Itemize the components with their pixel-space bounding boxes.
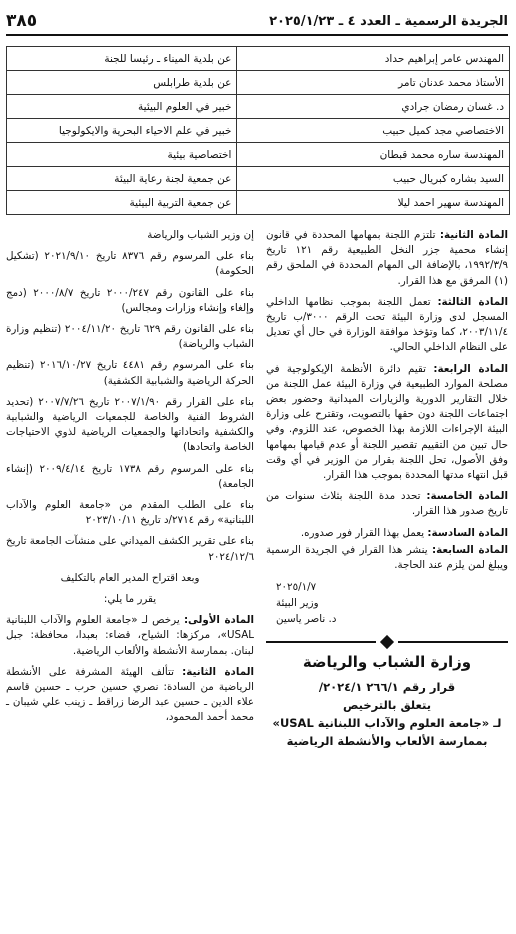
member-role: عن بلدية الميناء ـ رئيسا للجنة [7, 47, 237, 71]
article-title: المادة الثالثة: [437, 295, 508, 308]
member-role: عن جمعية التربية البيئية [7, 191, 237, 215]
signature-block [266, 579, 508, 627]
signer-name: د. ناصر ياسين [276, 613, 337, 626]
table-row [7, 167, 510, 191]
member-name: د. غسان رمضان جرادي [237, 95, 510, 119]
signer-title: وزير البيئة [276, 597, 319, 610]
decree-number: قرار رقم ٢٦٦/١ ٢٠٢٤/١/ [318, 680, 456, 695]
article-text: يعمل بهذا القرار فور صدوره. [300, 526, 425, 539]
article-text: تحدد مدة اللجنة بثلاث سنوات من تاريخ صدور هذا القرار. [266, 490, 508, 518]
article-text: ينشر هذا القرار في الجريدة الرسمية ويبلغ لمن يلزم عند الحاجة. [266, 543, 508, 572]
table-row [7, 71, 510, 95]
article-title: المادة الثانية: [439, 229, 508, 241]
legal-basis-item: بناء على المرسوم رقم ٤٤٨١ تاريخ ٢٠١٦/١٠/٢٧ (تنظيم الحركة الرياضية والشبابية الكشفية) [6, 359, 254, 387]
member-role: خبير في العلوم البيئية [7, 95, 237, 119]
committee-members-table [6, 46, 510, 215]
article-title: المادة السادسة: [427, 526, 508, 539]
member-name: الاختصاصي مجد كميل حبيب [237, 119, 510, 143]
table-row [7, 119, 510, 143]
member-name: السيد بشاره كبريال حبيب [237, 167, 510, 191]
decree-subject-line3: بممارسة الألعاب والأنشطة الرياضية [286, 734, 488, 749]
decree-subject-line2: لـ «جامعة العلوم والآداب اللبنانية USAL» [272, 716, 502, 731]
decree-subject-line1: يتعلق بالترخيص [342, 698, 432, 713]
article-2-left [6, 665, 254, 726]
article-4 [266, 362, 508, 484]
article-3 [266, 295, 508, 356]
article-text: تقيم دائرة الأنظمة الإيكولوجية في مصلحة الموارد الطبيعية في وزارة البيئة عمل اللجنة من خلال التقارير الدورية والزيارات الميدانية وحضور بعض اجتماعات اللجنة دون حقها بالتصويت، وتقترح على وزارة البيئة الإجراءات اللازمة بهذا الخصوص، عند اللزوم. وفي حال تبين من التقييم تقصير اللجنة أو عدم قيامها بمهامها وفق الأصول، تحل اللجنة بقرار من الوزير في أي وقت قبل انتهاء مدتها المحددة بموجب هذا القرار. [266, 362, 508, 482]
article-5 [266, 489, 508, 519]
article-text: تعمل اللجنة بموجب نظامها الداخلي المسجل لدى وزارة البيئة تحت الرقم ٣٠٠٠/ب تاريخ ٢٠٠٣/١١/٤، كما وتؤخذ موافقة الوزارة في حال أي تعديل على النظام الداخلي الحالي. [266, 295, 508, 354]
member-name: المهندس عامر إبراهيم حداد [237, 47, 510, 71]
legal-basis-item: بناء على الطلب المقدم من «جامعة العلوم والآداب اللبنانية» رقم ٢٧١٤/د تاريخ ٢٠٢٣/١٠/١١ [6, 499, 254, 527]
divider-diamond-icon [380, 635, 394, 649]
proposal-line: وبعد اقتراح المدير العام بالتكليف [60, 571, 200, 584]
legal-basis-item: بناء على القرار رقم ٢٠٠٧/١/٩٠ تاريخ ٢٠٠٧/٧/٢٦ (تحديد الشروط الفنية والخاصة للجمعيات الرياضية والشبابية والكشفية واتحاداتها والجمعيات الرياضية لذوي الاحتياجات الخاصة واتحادها) [6, 395, 254, 454]
member-name: المهندسة سهير احمد ليلا [237, 191, 510, 215]
ministry-heading: وزارة الشباب والرياضة [302, 653, 472, 672]
article-1 [6, 613, 254, 659]
section-divider [266, 637, 508, 647]
page-header [6, 8, 508, 36]
right-column [266, 228, 508, 750]
table-row [7, 95, 510, 119]
legal-basis-item: بناء على القانون رقم ٢٠٠٠/٢٤٧ تاريخ ٢٠٠٠/٨/٧ (دمج وإلغاء وإنشاء وزارات ومجالس) [6, 286, 254, 314]
article-text: يرخص لـ «جامعة العلوم والآداب اللبنانية USAL»، مركزها: الشياح، قضاء: بعبدا، محافظة: جبل لبنان. بممارسة الأنشطة والألعاب الرياضية. [6, 614, 254, 657]
member-role: عن جمعية لجنة رعاية البيئة [7, 167, 237, 191]
gazette-title: الجريدة الرسمية ـ العدد ٤ ـ ٢٠٢٥/١/٢٣ [269, 13, 508, 29]
article-title: المادة الرابعة: [433, 362, 508, 375]
article-text: تلتزم اللجنة بمهامها المحددة في قانون إنشاء محمية جزر النخل الطبيعية رقم ١٢١ تاريخ ١٩٩٢/٣/٩، بالإضافة الى المهام المحددة في الملحق رقم (١) المرفق مع هذا القرار. [266, 229, 508, 287]
preamble-intro: إن وزير الشباب والرياضة [147, 229, 254, 241]
article-title: المادة الخامسة: [426, 490, 508, 503]
article-title: المادة الثانية: [182, 665, 254, 678]
left-column [6, 228, 254, 732]
decides-line: يقرر ما يلي: [103, 593, 157, 606]
member-role: عن بلدية طرابلس [7, 71, 237, 95]
legal-basis-item: بناء على تقرير الكشف الميداني على منشآت الجامعة تاريخ ٢٠٢٤/١٢/٦ [6, 535, 254, 563]
article-text: تتألف الهيئة المشرفة على الأنشطة الرياضية من السادة: نصري حسين حرب ـ حسين قاسم علاء الدين ـ حسين عبد الرضا زراقط ـ زينب علي شيبان ـ محمد أحمد المحمود، [6, 665, 254, 724]
member-name: المهندسة ساره محمد قبطان [237, 143, 510, 167]
member-role: خبير في علم الاحياء البحرية والايكولوجيا [7, 119, 237, 143]
article-2 [266, 228, 508, 289]
page-number: ٣٨٥ [6, 11, 38, 31]
legal-basis-item: بناء على المرسوم رقم ٨٣٧٦ تاريخ ٢٠٢١/٩/١٠ (تشكيل الحكومة) [6, 250, 254, 278]
legal-basis-item: بناء على المرسوم رقم ١٧٣٨ تاريخ ٢٠٠٩/٤/١٤ (إنشاء الجامعة) [6, 462, 254, 490]
article-title: المادة السابعة: [431, 543, 508, 556]
article-7 [266, 543, 508, 573]
decision-date: ٢٠٢٥/١/٧ [276, 581, 317, 594]
legal-basis-item: بناء على القانون رقم ٦٢٩ تاريخ ٢٠٠٤/١١/٢٠ (تنظيم وزارة الشباب والرياضة) [6, 323, 254, 351]
member-name: الأستاذ محمد عدنان تامر [237, 71, 510, 95]
table-row [7, 191, 510, 215]
table-row [7, 143, 510, 167]
member-role: اختصاصية بيئية [7, 143, 237, 167]
article-title: المادة الأولى: [183, 614, 254, 627]
article-6 [266, 526, 508, 541]
table-row [7, 47, 510, 71]
